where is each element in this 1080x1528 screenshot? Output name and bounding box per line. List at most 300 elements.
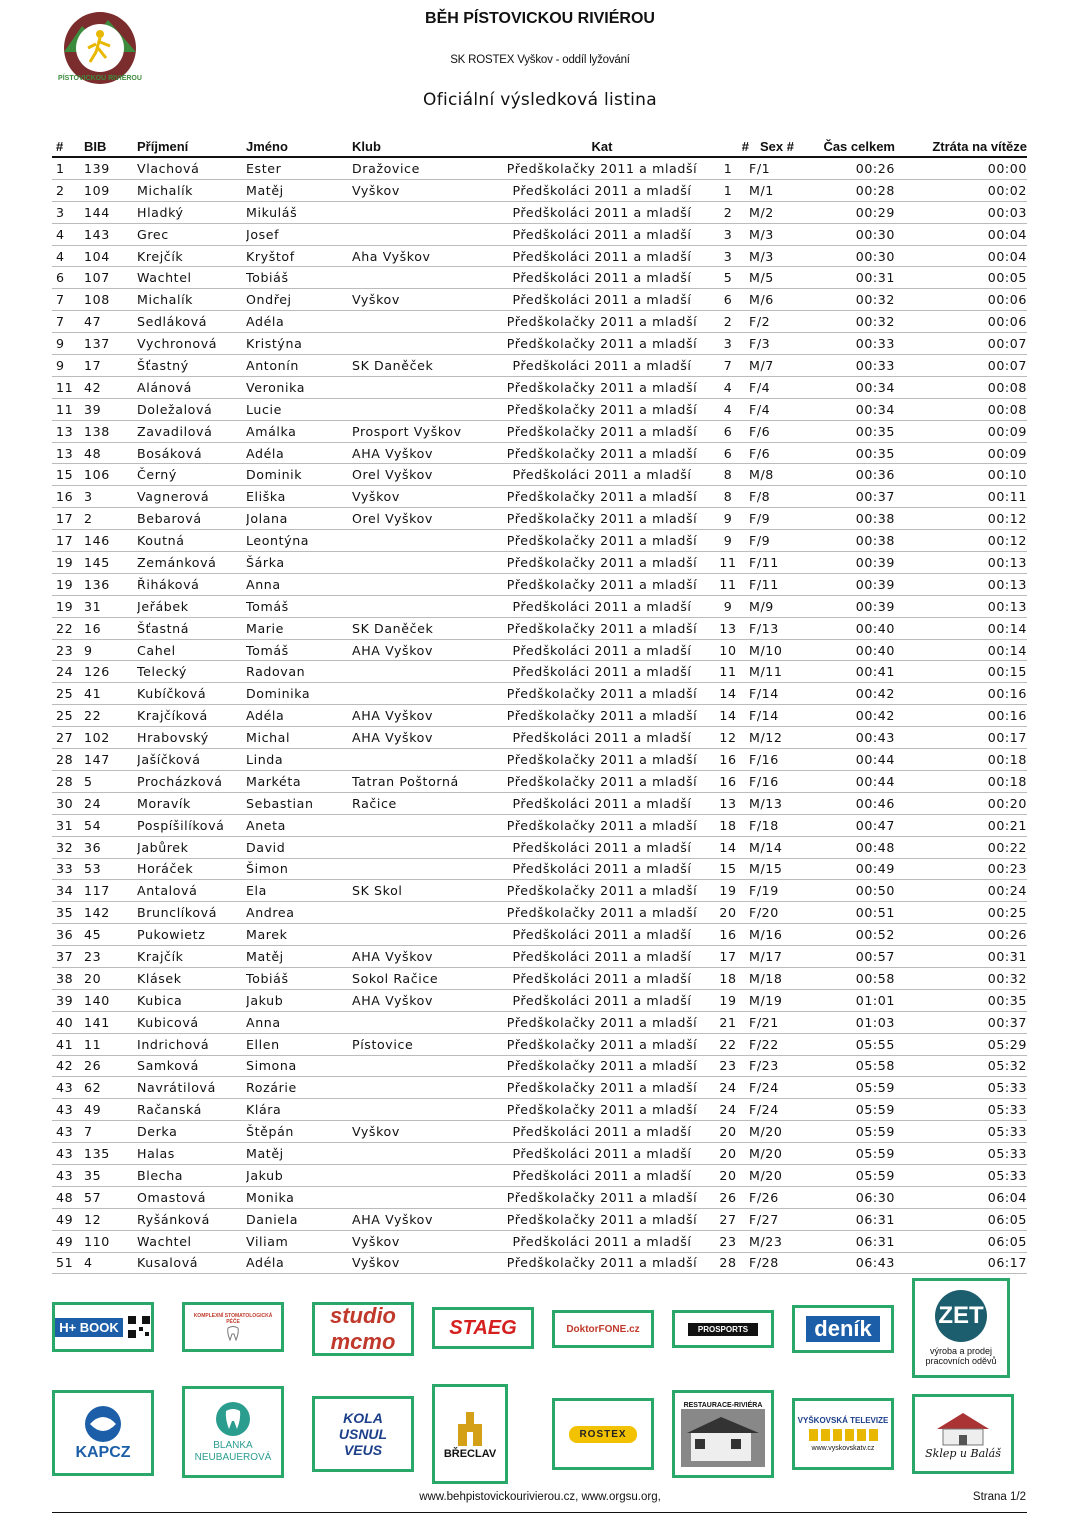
cell-firstname: Tobiáš <box>246 267 352 289</box>
cell-total-time: 00:58 <box>805 967 895 989</box>
cell-rank: 49 <box>52 1230 84 1252</box>
table-row <box>52 311 1027 333</box>
sponsor-prosports-label: PROSPORTS <box>688 1323 758 1336</box>
cell-rank: 19 <box>52 552 84 574</box>
cell-category: Předškolačky 2011 a mladší <box>497 420 707 442</box>
cell-time-behind: 00:18 <box>895 770 1027 792</box>
cell-time-behind: 00:14 <box>895 639 1027 661</box>
cell-total-time: 01:01 <box>805 989 895 1011</box>
cell-sex-rank: F/28 <box>749 1252 805 1274</box>
cell-total-time: 00:32 <box>805 289 895 311</box>
cell-time-behind: 06:05 <box>895 1208 1027 1230</box>
cell-rank: 11 <box>52 376 84 398</box>
cell-category: Předškolačky 2011 a mladší <box>497 1011 707 1033</box>
table-row <box>52 1055 1027 1077</box>
cell-lastname: Kubicová <box>137 1011 246 1033</box>
cell-club <box>352 902 497 924</box>
cell-time-behind: 05:29 <box>895 1033 1027 1055</box>
cell-rank: 13 <box>52 420 84 442</box>
cell-rank: 19 <box>52 595 84 617</box>
cell-category: Předškoláci 2011 a mladší <box>497 836 707 858</box>
cell-category: Předškolačky 2011 a mladší <box>497 376 707 398</box>
cell-club: AHA Vyškov <box>352 705 497 727</box>
cell-time-behind: 00:03 <box>895 201 1027 223</box>
cell-sex-rank: F/16 <box>749 770 805 792</box>
table-row <box>52 749 1027 771</box>
cell-total-time: 00:46 <box>805 792 895 814</box>
cell-lastname: Pukowietz <box>137 924 246 946</box>
cell-lastname: Halas <box>137 1143 246 1165</box>
cell-rank: 48 <box>52 1186 84 1208</box>
cell-lastname: Šťastný <box>137 355 246 377</box>
cell-rank: 7 <box>52 311 84 333</box>
cell-club <box>352 223 497 245</box>
cell-category: Předškoláci 2011 a mladší <box>497 355 707 377</box>
cell-club <box>352 573 497 595</box>
cell-club <box>352 661 497 683</box>
cell-lastname: Bebarová <box>137 508 246 530</box>
cell-total-time: 05:55 <box>805 1033 895 1055</box>
restaurant-photo-icon <box>681 1409 765 1467</box>
cell-time-behind: 00:09 <box>895 442 1027 464</box>
cell-sex-rank: M/8 <box>749 464 805 486</box>
cell-bib: 126 <box>84 661 137 683</box>
cell-total-time: 00:39 <box>805 573 895 595</box>
table-row <box>52 486 1027 508</box>
cell-time-behind: 05:33 <box>895 1121 1027 1143</box>
cell-total-time: 00:39 <box>805 552 895 574</box>
cell-time-behind: 00:13 <box>895 552 1027 574</box>
cell-bib: 41 <box>84 683 137 705</box>
sponsor-kapcz <box>52 1390 154 1476</box>
cell-time-behind: 00:07 <box>895 355 1027 377</box>
sponsor-breclav <box>432 1384 508 1484</box>
cell-rank: 36 <box>52 924 84 946</box>
sponsor-denik <box>792 1305 894 1353</box>
cell-total-time: 00:43 <box>805 727 895 749</box>
col-category: Kat <box>497 136 707 157</box>
sponsor-restaurace-label: RESTAURACE-RIVIÉRA <box>683 1401 763 1409</box>
cell-rank: 9 <box>52 333 84 355</box>
table-row <box>52 1186 1027 1208</box>
cell-category: Předškoláci 2011 a mladší <box>497 223 707 245</box>
cell-firstname: Matěj <box>246 946 352 968</box>
cell-sex-rank: M/15 <box>749 858 805 880</box>
cell-category-rank: 20 <box>707 1143 749 1165</box>
cell-time-behind: 00:09 <box>895 420 1027 442</box>
cell-time-behind: 05:33 <box>895 1077 1027 1099</box>
cell-category-rank: 8 <box>707 486 749 508</box>
cell-total-time: 00:37 <box>805 486 895 508</box>
sponsor-vtv-url: www.vyskovskatv.cz <box>811 1445 875 1452</box>
sponsor-mcmo-label: studio mcmo <box>330 1303 396 1354</box>
qr-code-icon <box>127 1315 151 1339</box>
cell-total-time: 00:47 <box>805 814 895 836</box>
cell-category: Předškolačky 2011 a mladší <box>497 1186 707 1208</box>
cell-category-rank: 16 <box>707 749 749 771</box>
cell-firstname: Sebastian <box>246 792 352 814</box>
event-title: BĚH PÍSTOVICKOU RIVIÉROU <box>425 10 655 27</box>
sponsor-vtv-label: VYŠKOVSKÁ TELEVIZE <box>797 1416 889 1425</box>
cell-rank: 9 <box>52 355 84 377</box>
cell-firstname: Marie <box>246 617 352 639</box>
cell-club <box>352 1099 497 1121</box>
cell-lastname: Moravík <box>137 792 246 814</box>
cell-bib: 139 <box>84 157 137 179</box>
cell-sex-rank: M/16 <box>749 924 805 946</box>
cell-firstname: Adéla <box>246 705 352 727</box>
cell-club: Sokol Račice <box>352 967 497 989</box>
cell-total-time: 05:59 <box>805 1099 895 1121</box>
cell-firstname: Šárka <box>246 552 352 574</box>
cell-firstname: Radovan <box>246 661 352 683</box>
cell-category-rank: 16 <box>707 770 749 792</box>
cell-time-behind: 05:33 <box>895 1164 1027 1186</box>
col-club: Klub <box>352 136 497 157</box>
cell-total-time: 05:59 <box>805 1077 895 1099</box>
cell-time-behind: 00:04 <box>895 245 1027 267</box>
cell-lastname: Antalová <box>137 880 246 902</box>
cell-category: Předškolačky 2011 a mladší <box>497 333 707 355</box>
cell-bib: 143 <box>84 223 137 245</box>
cell-firstname: Linda <box>246 749 352 771</box>
cell-total-time: 00:34 <box>805 398 895 420</box>
cell-category-rank: 12 <box>707 727 749 749</box>
cell-time-behind: 00:13 <box>895 595 1027 617</box>
cell-club: Pístovice <box>352 1033 497 1055</box>
cell-sex-rank: M/3 <box>749 245 805 267</box>
cell-firstname: Amálka <box>246 420 352 442</box>
cell-rank: 33 <box>52 858 84 880</box>
cell-time-behind: 00:16 <box>895 705 1027 727</box>
table-row <box>52 814 1027 836</box>
cell-category: Předškoláci 2011 a mladší <box>497 639 707 661</box>
cell-firstname: Klára <box>246 1099 352 1121</box>
cell-bib: 45 <box>84 924 137 946</box>
cell-category: Předškolačky 2011 a mladší <box>497 486 707 508</box>
table-row <box>52 398 1027 420</box>
cell-category: Předškolačky 2011 a mladší <box>497 1055 707 1077</box>
col-rank: # <box>52 136 84 157</box>
cell-category-rank: 2 <box>707 311 749 333</box>
sponsor-staeg <box>432 1307 534 1349</box>
cell-category: Předškolačky 2011 a mladší <box>497 1252 707 1274</box>
sponsor-sklep-label: Sklep u Baláš <box>925 1446 1001 1460</box>
cell-firstname: Šimon <box>246 858 352 880</box>
cell-sex-rank: F/27 <box>749 1208 805 1230</box>
cell-bib: 57 <box>84 1186 137 1208</box>
cell-time-behind: 00:31 <box>895 946 1027 968</box>
sponsor-staeg-label: STAEG <box>449 1316 517 1339</box>
cell-club <box>352 398 497 420</box>
cell-bib: 109 <box>84 179 137 201</box>
cell-rank: 19 <box>52 573 84 595</box>
cell-lastname: Hrabovský <box>137 727 246 749</box>
cell-category: Předškoláci 2011 a mladší <box>497 245 707 267</box>
results-table <box>52 136 1027 1274</box>
cell-club: AHA Vyškov <box>352 1208 497 1230</box>
cell-bib: 49 <box>84 1099 137 1121</box>
table-row <box>52 727 1027 749</box>
cell-rank: 38 <box>52 967 84 989</box>
cell-category: Předškolačky 2011 a mladší <box>497 530 707 552</box>
cell-bib: 4 <box>84 1252 137 1274</box>
cell-category: Předškoláci 2011 a mladší <box>497 989 707 1011</box>
cell-firstname: Josef <box>246 223 352 245</box>
cell-bib: 108 <box>84 289 137 311</box>
cell-category: Předškolačky 2011 a mladší <box>497 880 707 902</box>
cell-bib: 17 <box>84 355 137 377</box>
cell-category-rank: 10 <box>707 639 749 661</box>
cell-firstname: Eliška <box>246 486 352 508</box>
cell-sex-rank: F/18 <box>749 814 805 836</box>
cell-firstname: Štěpán <box>246 1121 352 1143</box>
cell-firstname: Simona <box>246 1055 352 1077</box>
sponsor-rostex-label: ROSTEX <box>569 1426 636 1443</box>
cell-bib: 22 <box>84 705 137 727</box>
cell-club <box>352 1077 497 1099</box>
cell-rank: 32 <box>52 836 84 858</box>
cell-firstname: Kryštof <box>246 245 352 267</box>
cell-total-time: 00:57 <box>805 946 895 968</box>
cell-sex-rank: M/20 <box>749 1143 805 1165</box>
cell-firstname: Adéla <box>246 1252 352 1274</box>
cell-bib: 42 <box>84 376 137 398</box>
cell-lastname: Derka <box>137 1121 246 1143</box>
cell-firstname: David <box>246 836 352 858</box>
cell-category-rank: 8 <box>707 464 749 486</box>
cell-firstname: Ellen <box>246 1033 352 1055</box>
sponsor-mcmo <box>312 1302 414 1356</box>
cell-sex-rank: F/2 <box>749 311 805 333</box>
cell-lastname: Wachtel <box>137 267 246 289</box>
cell-rank: 7 <box>52 289 84 311</box>
cell-category-rank: 11 <box>707 661 749 683</box>
cell-rank: 25 <box>52 705 84 727</box>
cell-club <box>352 858 497 880</box>
cell-category-rank: 21 <box>707 1011 749 1033</box>
cell-total-time: 06:31 <box>805 1208 895 1230</box>
cell-club: Orel Vyškov <box>352 464 497 486</box>
cell-category-rank: 14 <box>707 705 749 727</box>
cell-time-behind: 00:05 <box>895 267 1027 289</box>
cell-bib: 53 <box>84 858 137 880</box>
cell-sex-rank: F/13 <box>749 617 805 639</box>
cell-sex-rank: M/9 <box>749 595 805 617</box>
cell-time-behind: 00:18 <box>895 749 1027 771</box>
cell-club: Vyškov <box>352 1252 497 1274</box>
cell-club <box>352 552 497 574</box>
cell-sex-rank: F/6 <box>749 420 805 442</box>
cell-category-rank: 13 <box>707 792 749 814</box>
cell-firstname: Ondřej <box>246 289 352 311</box>
cell-lastname: Račanská <box>137 1099 246 1121</box>
cell-lastname: Černý <box>137 464 246 486</box>
cell-club: Prosport Vyškov <box>352 420 497 442</box>
cell-total-time: 00:49 <box>805 858 895 880</box>
cell-lastname: Brunclíková <box>137 902 246 924</box>
table-row <box>52 179 1027 201</box>
cell-lastname: Alánová <box>137 376 246 398</box>
cell-lastname: Jeřábek <box>137 595 246 617</box>
cell-time-behind: 06:05 <box>895 1230 1027 1252</box>
cell-sex-rank: F/11 <box>749 573 805 595</box>
cell-sex-rank: M/13 <box>749 792 805 814</box>
table-row <box>52 464 1027 486</box>
cell-firstname: Jakub <box>246 989 352 1011</box>
cell-time-behind: 00:25 <box>895 902 1027 924</box>
cell-firstname: Adéla <box>246 311 352 333</box>
cell-lastname: Navrátilová <box>137 1077 246 1099</box>
cell-sex-rank: F/14 <box>749 683 805 705</box>
cell-club: Dražovice <box>352 157 497 179</box>
table-row <box>52 223 1027 245</box>
cell-time-behind: 00:06 <box>895 289 1027 311</box>
cell-category-rank: 24 <box>707 1099 749 1121</box>
table-row <box>52 967 1027 989</box>
sponsor-prosports <box>672 1310 774 1348</box>
sponsor-veus <box>312 1396 414 1472</box>
cell-total-time: 00:40 <box>805 617 895 639</box>
cell-lastname: Vagnerová <box>137 486 246 508</box>
cell-sex-rank: M/20 <box>749 1164 805 1186</box>
footer-urls: www.behpistovickourivierou.cz, www.orgsu.org, <box>419 1491 661 1503</box>
cell-category: Předškoláci 2011 a mladší <box>497 727 707 749</box>
cell-rank: 17 <box>52 530 84 552</box>
cell-bib: 47 <box>84 311 137 333</box>
svg-text:PÍSTOVICKOU RIVIÉROU: PÍSTOVICKOU RIVIÉROU <box>58 75 142 82</box>
cell-category: Předškoláci 2011 a mladší <box>497 1121 707 1143</box>
cell-rank: 34 <box>52 880 84 902</box>
cell-sex-rank: M/23 <box>749 1230 805 1252</box>
cell-bib: 12 <box>84 1208 137 1230</box>
cell-bib: 142 <box>84 902 137 924</box>
table-row <box>52 902 1027 924</box>
cell-rank: 37 <box>52 946 84 968</box>
cell-sex-rank: M/2 <box>749 201 805 223</box>
cell-bib: 102 <box>84 727 137 749</box>
cell-category-rank: 3 <box>707 333 749 355</box>
cell-time-behind: 00:13 <box>895 573 1027 595</box>
cell-bib: 9 <box>84 639 137 661</box>
cell-time-behind: 00:08 <box>895 376 1027 398</box>
cell-club <box>352 683 497 705</box>
cell-lastname: Horáček <box>137 858 246 880</box>
cell-club <box>352 1164 497 1186</box>
cell-rank: 4 <box>52 245 84 267</box>
cell-category-rank: 19 <box>707 989 749 1011</box>
cell-club: SK Daněček <box>352 617 497 639</box>
cell-category-rank: 9 <box>707 530 749 552</box>
cell-firstname: Ela <box>246 880 352 902</box>
cell-bib: 31 <box>84 595 137 617</box>
table-row <box>52 1252 1027 1274</box>
cell-lastname: Michalík <box>137 179 246 201</box>
sponsor-rostex <box>552 1398 654 1470</box>
cell-lastname: Kubica <box>137 989 246 1011</box>
cell-rank: 31 <box>52 814 84 836</box>
cell-category-rank: 6 <box>707 420 749 442</box>
cell-category-rank: 6 <box>707 442 749 464</box>
cell-lastname: Řiháková <box>137 573 246 595</box>
cell-category: Předškoláci 2011 a mladší <box>497 924 707 946</box>
cell-bib: 106 <box>84 464 137 486</box>
col-time-behind: Ztráta na vítěze <box>895 136 1027 157</box>
cell-firstname: Kristýna <box>246 333 352 355</box>
cell-time-behind: 00:11 <box>895 486 1027 508</box>
cell-rank: 1 <box>52 157 84 179</box>
cell-firstname: Matěj <box>246 179 352 201</box>
page-number: Strana 1/2 <box>972 1491 1026 1503</box>
cell-total-time: 05:59 <box>805 1143 895 1165</box>
cell-firstname: Matěj <box>246 1143 352 1165</box>
cell-sex-rank: F/4 <box>749 376 805 398</box>
table-row <box>52 858 1027 880</box>
cell-bib: 145 <box>84 552 137 574</box>
cell-total-time: 00:44 <box>805 749 895 771</box>
table-row <box>52 530 1027 552</box>
cell-time-behind: 00:02 <box>895 179 1027 201</box>
cell-category: Předškoláci 2011 a mladší <box>497 267 707 289</box>
sponsor-doktorfone-label: DoktorFONE.cz <box>566 1323 640 1335</box>
cell-club: Račice <box>352 792 497 814</box>
cell-sex-rank: F/8 <box>749 486 805 508</box>
cell-time-behind: 00:14 <box>895 617 1027 639</box>
cell-total-time: 00:35 <box>805 420 895 442</box>
cell-rank: 17 <box>52 508 84 530</box>
cell-lastname: Procházková <box>137 770 246 792</box>
sponsor-restaurace-riviera <box>672 1390 774 1478</box>
cell-category: Předškoláci 2011 a mladší <box>497 792 707 814</box>
cell-sex-rank: M/7 <box>749 355 805 377</box>
table-row <box>52 442 1027 464</box>
cell-firstname: Leontýna <box>246 530 352 552</box>
cell-sex-rank: F/24 <box>749 1099 805 1121</box>
cell-firstname: Antonín <box>246 355 352 377</box>
cell-firstname: Michal <box>246 727 352 749</box>
cell-category-rank: 3 <box>707 223 749 245</box>
cell-firstname: Viliam <box>246 1230 352 1252</box>
cell-time-behind: 05:33 <box>895 1099 1027 1121</box>
sponsor-veus-label: KOLA USNUL VEUS <box>338 1410 388 1458</box>
cell-rank: 24 <box>52 661 84 683</box>
cell-total-time: 00:42 <box>805 683 895 705</box>
cell-sex-rank: M/12 <box>749 727 805 749</box>
cell-lastname: Kubíčková <box>137 683 246 705</box>
cell-category: Předškoláci 2011 a mladší <box>497 946 707 968</box>
cell-category-rank: 11 <box>707 552 749 574</box>
cell-club: SK Daněček <box>352 355 497 377</box>
table-row <box>52 639 1027 661</box>
cell-time-behind: 00:22 <box>895 836 1027 858</box>
cell-rank: 15 <box>52 464 84 486</box>
col-sex-rank: Sex # <box>749 136 805 157</box>
cell-rank: 23 <box>52 639 84 661</box>
cell-time-behind: 00:35 <box>895 989 1027 1011</box>
cell-sex-rank: F/1 <box>749 157 805 179</box>
cell-lastname: Vlachová <box>137 157 246 179</box>
cell-lastname: Hladký <box>137 201 246 223</box>
table-row <box>52 1121 1027 1143</box>
cell-time-behind: 00:16 <box>895 683 1027 705</box>
cell-sex-rank: F/26 <box>749 1186 805 1208</box>
cell-club: Vyškov <box>352 486 497 508</box>
cell-total-time: 00:31 <box>805 267 895 289</box>
table-row <box>52 508 1027 530</box>
table-row <box>52 617 1027 639</box>
cell-bib: 11 <box>84 1033 137 1055</box>
table-row <box>52 201 1027 223</box>
